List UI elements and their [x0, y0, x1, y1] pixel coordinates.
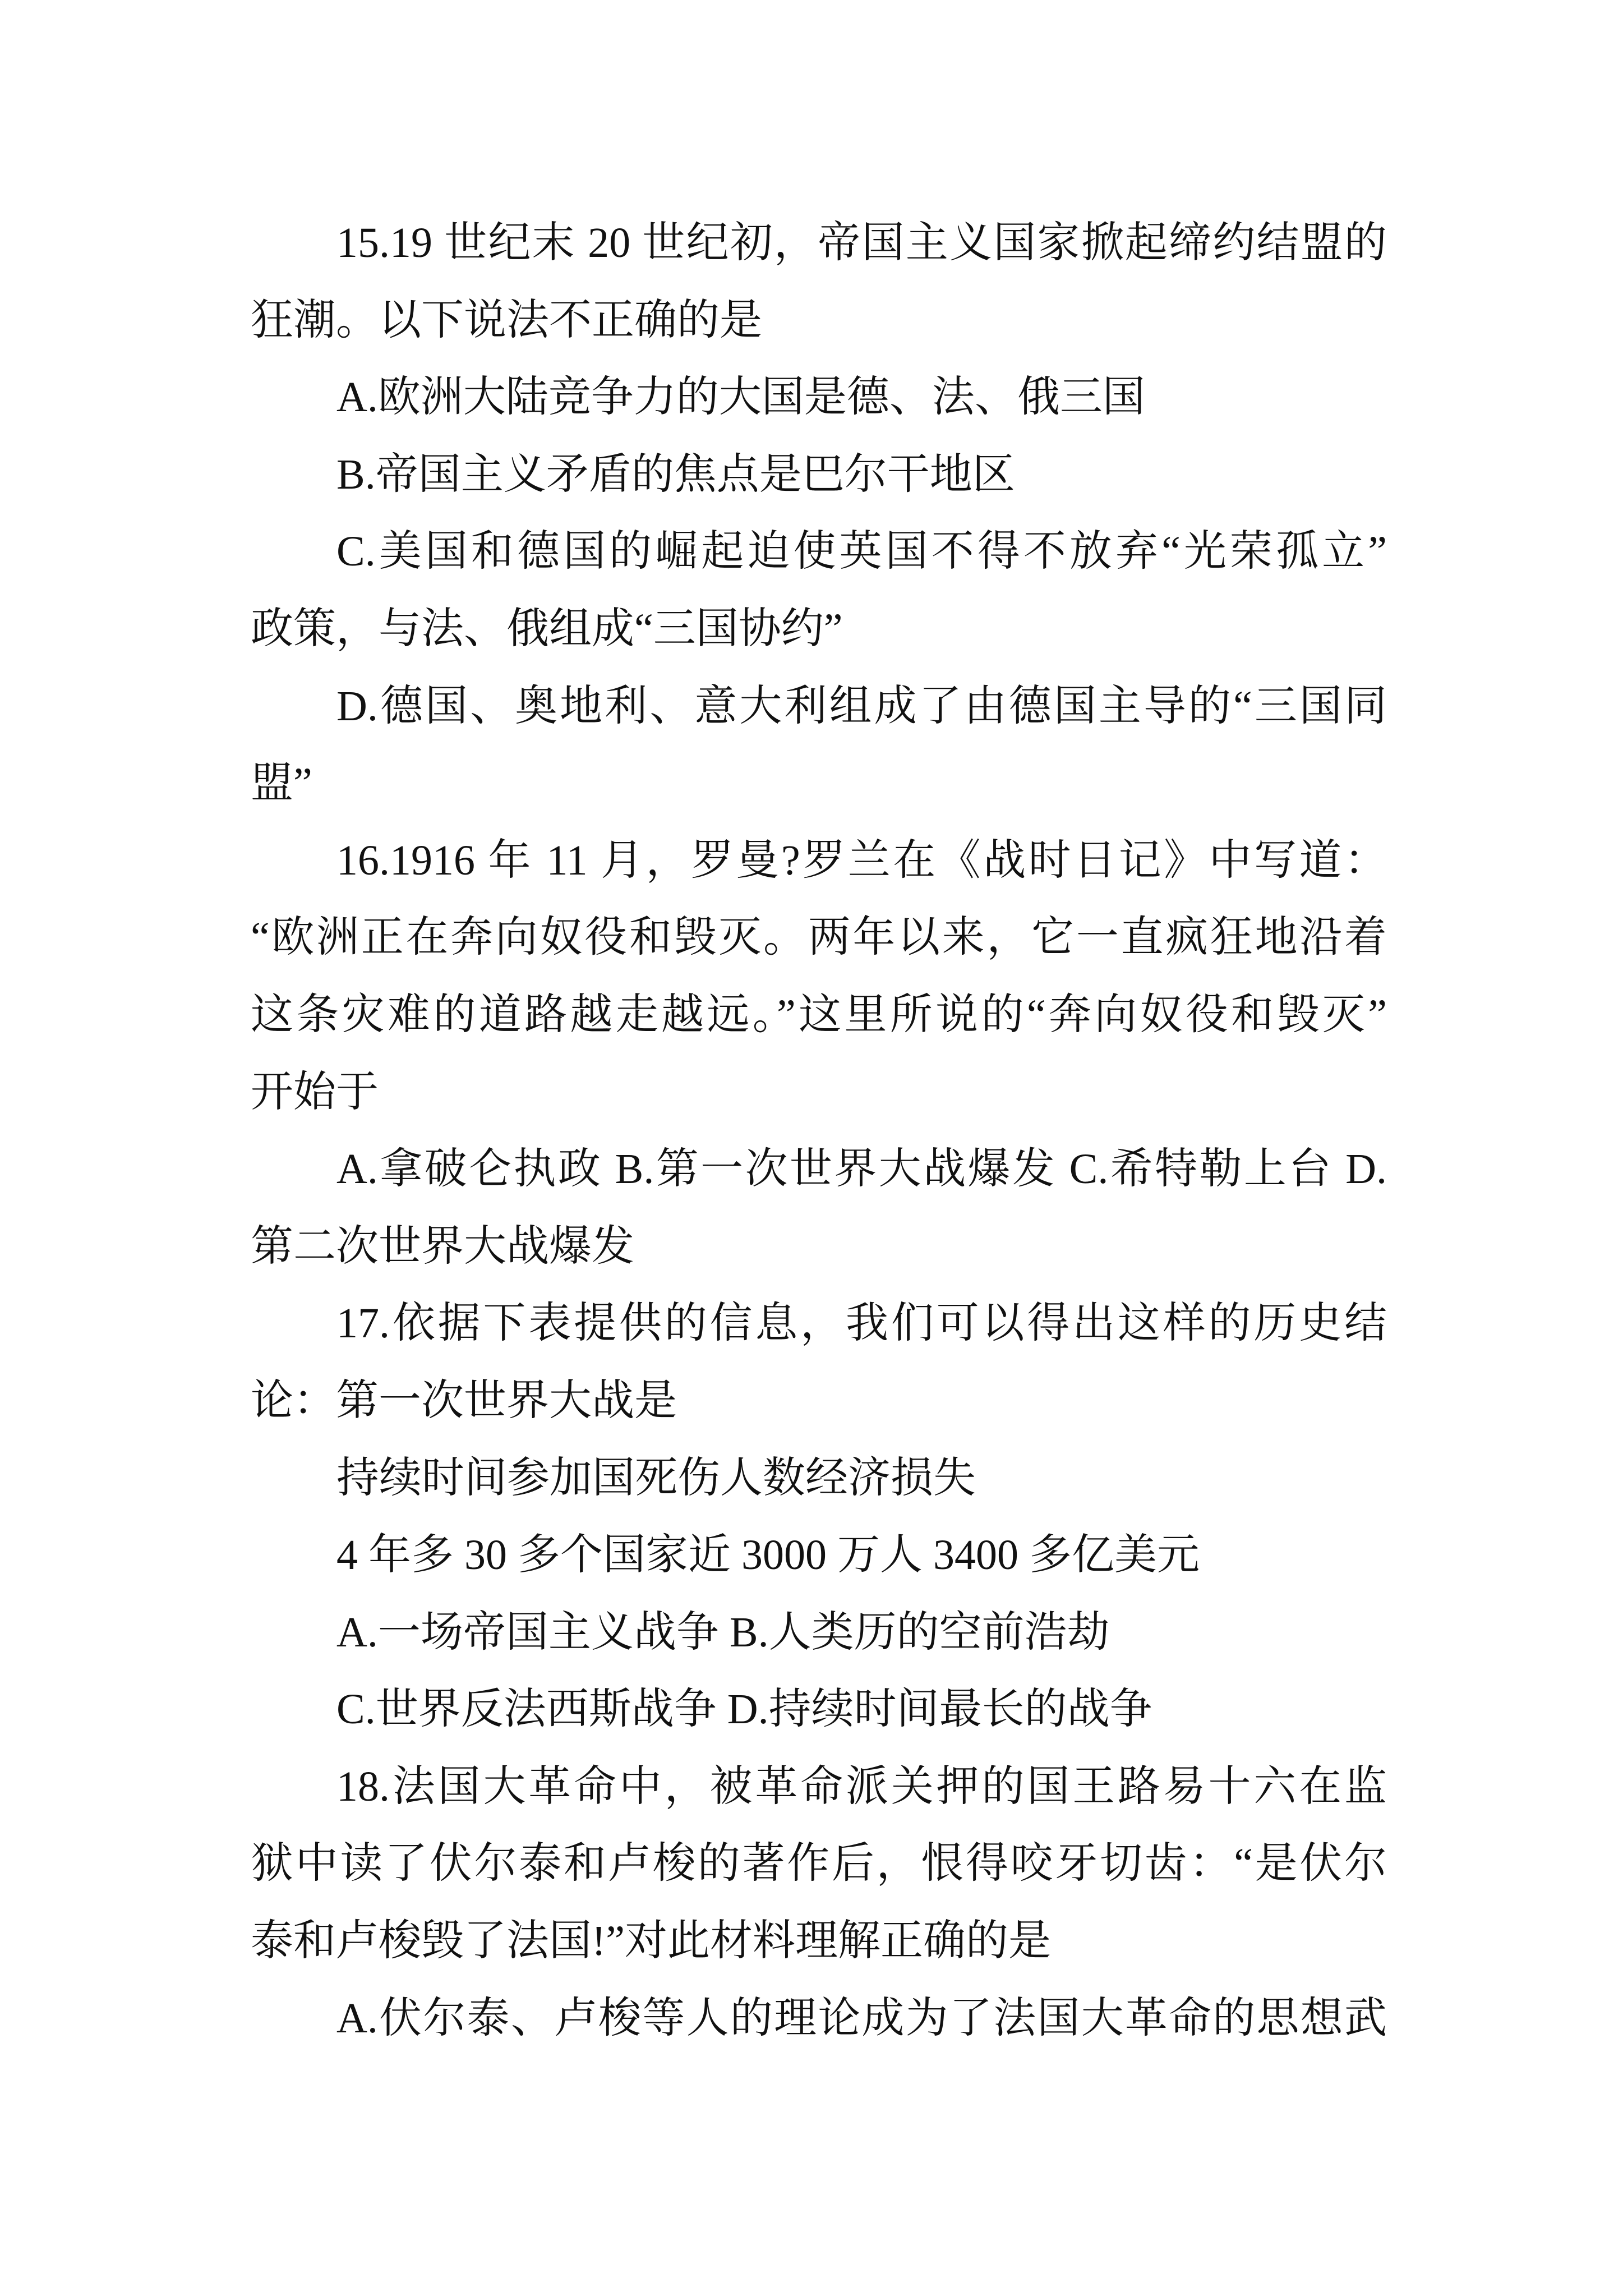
- question-15: [251, 205, 1387, 822]
- q17-options-c-d: C.世界反法西斯战争 D.持续时间最长的战争: [336, 1686, 1152, 1733]
- q15-option-b: B.帝国主义矛盾的焦点是巴尔干地区: [336, 450, 1015, 498]
- q16-options-line-2: 第二次世界大战爆发: [251, 1222, 634, 1270]
- q16-stem-line-4: 开始于: [251, 1068, 379, 1116]
- q17-options-a-b: A.一场帝国主义战争 B.人类历的空前浩劫: [336, 1608, 1110, 1656]
- q15-stem-line-2: 狂潮。以下说法不正确的是: [251, 296, 762, 344]
- q15-option-d-line-2: 盟”: [251, 760, 312, 807]
- q16-stem-line-1: 16.1916 年 11 月，罗曼?罗兰在《战时日记》中写道：: [336, 836, 1387, 884]
- q18-stem-line-1: 18.法国大革命中，被革命派关押的国王路易十六在监: [336, 1763, 1387, 1810]
- question-17: [251, 1285, 1387, 1749]
- q15-stem-line-1: 15.19 世纪末 20 世纪初，帝国主义国家掀起缔约结盟的: [336, 219, 1387, 266]
- q16-stem-line-2: “欧洲正在奔向奴役和毁灭。两年以来，它一直疯狂地沿着: [251, 914, 1387, 961]
- q16-options-line-1: A.拿破仑执政 B.第一次世界大战爆发 C.希特勒上台 D.: [336, 1145, 1387, 1193]
- q15-option-c-line-1: C.美国和德国的崛起迫使英国不得不放弃“光荣孤立”: [336, 528, 1387, 576]
- q18-stem-line-3: 泰和卢梭毁了法国!”对此材料理解正确的是: [251, 1917, 1052, 1965]
- q15-option-d-line-1: D.德国、奥地利、意大利组成了由德国主导的“三国同: [336, 682, 1387, 730]
- q15-option-c-line-2: 政策，与法、俄组成“三国协约”: [251, 605, 843, 652]
- q18-stem-line-2: 狱中读了伏尔泰和卢梭的著作后，恨得咬牙切齿：“是伏尔: [251, 1840, 1387, 1888]
- q16-stem-line-3: 这条灾难的道路越走越远。”这里所说的“奔向奴役和毁灭”: [251, 991, 1387, 1038]
- document-body: [251, 205, 1387, 2057]
- q17-stem-line-1: 17.依据下表提供的信息，我们可以得出这样的历史结: [336, 1300, 1387, 1347]
- question-18: [251, 1749, 1387, 2057]
- q18-option-a: A.伏尔泰、卢梭等人的理论成为了法国大革命的思想武: [336, 1994, 1387, 2042]
- q17-table-header-row: 持续时间参加国死伤人数经济损失: [336, 1454, 976, 1502]
- question-16: [251, 822, 1387, 1286]
- q15-option-a: A.欧洲大陆竞争力的大国是德、法、俄三国: [336, 374, 1145, 421]
- q17-table-data-row: 4 年多 30 多个国家近 3000 万人 3400 多亿美元: [336, 1531, 1200, 1579]
- q17-stem-line-2: 论：第一次世界大战是: [251, 1377, 677, 1424]
